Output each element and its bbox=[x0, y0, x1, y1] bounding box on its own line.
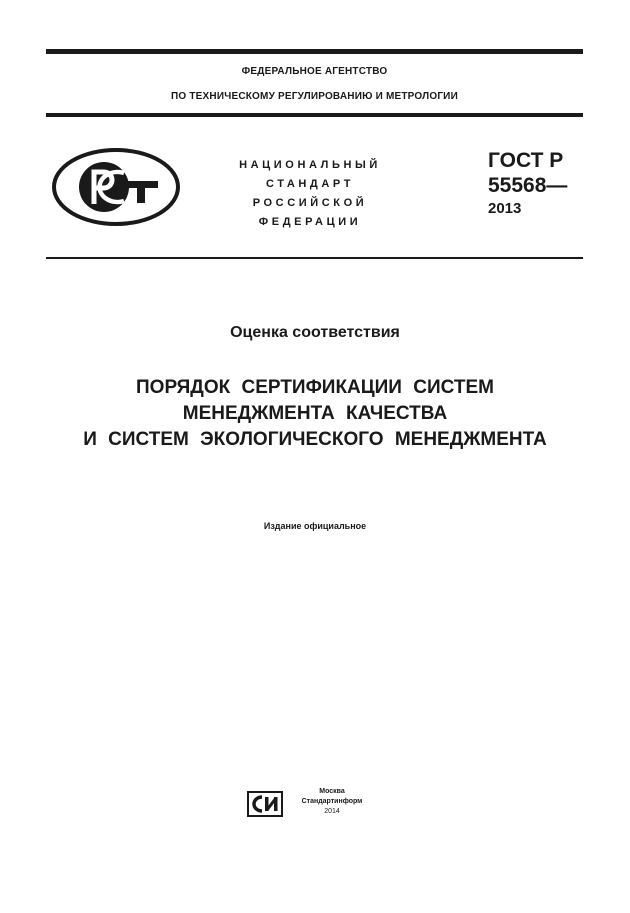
gost-prefix: ГОСТ Р bbox=[488, 149, 564, 172]
title-line: И СИСТЕМ ЭКОЛОГИЧЕСКОГО МЕНЕДЖМЕНТА bbox=[83, 429, 547, 450]
title-line: МЕНЕДЖМЕНТА КАЧЕСТВА bbox=[182, 403, 448, 424]
bottom-rule bbox=[46, 257, 583, 259]
gost-year: 2013 bbox=[488, 200, 522, 217]
gost-number: 55568— bbox=[488, 174, 568, 197]
publisher-city: Москва bbox=[319, 788, 345, 795]
agency-line-1: ФЕДЕРАЛЬНОЕ АГЕНТСТВО bbox=[241, 66, 388, 77]
document-title bbox=[0, 375, 630, 453]
national-line: НАЦИОНАЛЬНЫЙ bbox=[239, 159, 381, 171]
edition-label: Издание официальное bbox=[263, 521, 367, 531]
agency-line-2: ПО ТЕХНИЧЕСКОМУ РЕГУЛИРОВАНИЮ И МЕТРОЛОГИИ bbox=[171, 91, 458, 102]
standartinform-logo-icon bbox=[247, 791, 283, 817]
document-subtitle: Оценка соответствия bbox=[230, 324, 400, 341]
publisher-name: Стандартинформ bbox=[301, 798, 363, 805]
gost-number-block bbox=[488, 148, 567, 219]
national-line: РОССИЙСКОЙ bbox=[252, 197, 368, 209]
middle-rule bbox=[46, 113, 583, 117]
top-rule bbox=[46, 49, 583, 54]
national-line: СТАНДАРТ bbox=[265, 178, 355, 190]
publisher-info bbox=[284, 787, 380, 817]
title-line: ПОРЯДОК СЕРТИФИКАЦИИ СИСТЕМ bbox=[136, 377, 494, 398]
publisher-year: 2014 bbox=[324, 808, 340, 815]
national-line: ФЕДЕРАЦИИ bbox=[258, 216, 362, 228]
rst-emblem-icon bbox=[52, 148, 180, 226]
national-standard-label bbox=[215, 156, 405, 232]
